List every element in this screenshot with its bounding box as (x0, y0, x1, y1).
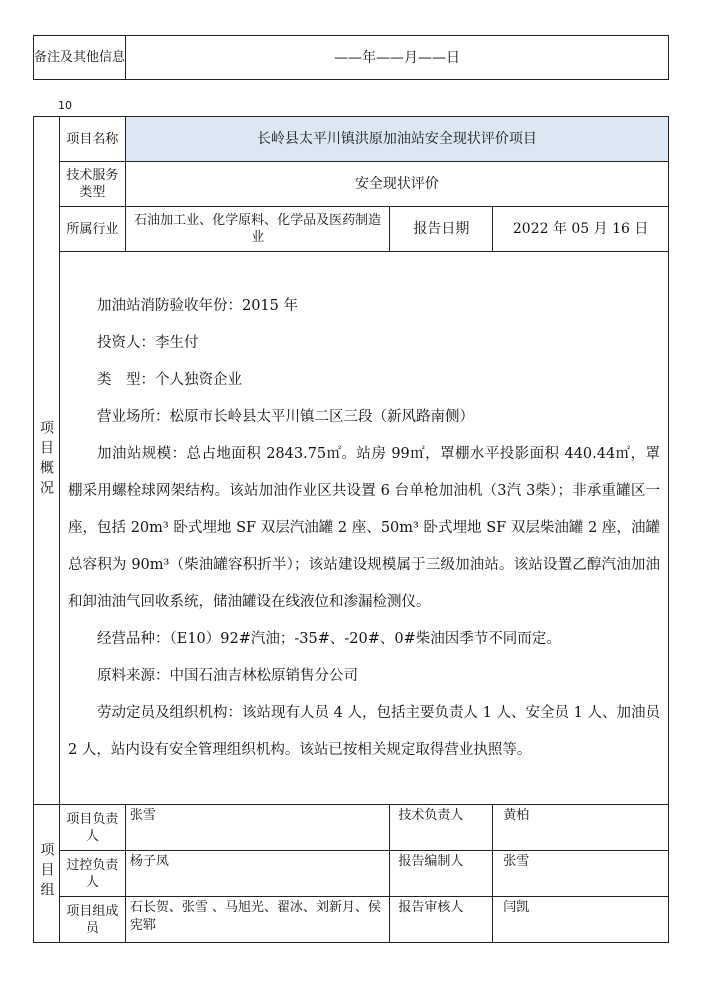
overview-paragraph: 类 型：个人独资企业 (96, 371, 242, 388)
reviewer: 闫凯 (493, 897, 669, 943)
reviewer-label: 报告审核人 (390, 897, 493, 943)
service-type-label: 技术服务类型 (59, 162, 125, 207)
left-blank-cell (34, 117, 60, 805)
service-type: 安全现状评价 (125, 162, 668, 207)
project-info-table (33, 116, 669, 943)
overview-paragraph: 原料来源：中国石油吉林松原销售分公司 (96, 667, 358, 684)
overview-paragraph: 加油站消防验收年份：2015 年 (96, 297, 298, 314)
members: 石长贺、张雪 、马旭光、翟冰、刘新月、侯宪郓 (125, 897, 390, 943)
tech-leader-label: 技术负责人 (390, 805, 493, 851)
overview-paragraph: 加油站规模：总占地面积 2843.75㎡。站房 99㎡，罩棚水平投影面积 440.44㎡，罩棚采用螺栓球网架结构。该站加油作业区共设置 6 台单枪加油机（3汽 3柴）；非承重罐区一座，包括 20m³ 卧式埋地 SF 双层汽油罐 2 座、50m³ 卧式埋地 SF 双层柴油罐 2 座，油罐总容积为 90m³（柴油罐容积折半）；该站建设规模属于三级加油站。该站设置乙醇汽油加油和卸油油气回收系统，储油罐设在线液位和渗漏检测仪。 (67, 445, 660, 610)
page-number: 10 (58, 99, 72, 112)
overview-paragraph: 投资人：李生付 (96, 334, 199, 351)
team-label-cell (34, 805, 60, 943)
overview-content (59, 252, 668, 805)
overview-paragraph: 经营品种：（E10）92#汽油；-35#、-20#、0#柴油因季节不同而定。 (96, 630, 561, 647)
industry: 石油加工业、化学原料、化学品及医药制造业 (125, 207, 390, 252)
process-label: 过控负责人 (59, 851, 125, 897)
report-date-label: 报告日期 (390, 207, 493, 252)
overview-paragraph: 营业场所：松原市长岭县太平川镇二区三段（新风路南侧） (96, 408, 474, 425)
project-name-label: 项目名称 (59, 117, 125, 162)
leader: 张雪 (125, 805, 390, 851)
report-date: 2022 年 05 月 16 日 (493, 207, 669, 252)
members-label: 项目组成员 (59, 897, 125, 943)
industry-label: 所属行业 (59, 207, 125, 252)
project-name: 长岭县太平川镇洪原加油站安全现状评价项目 (125, 117, 668, 162)
author: 张雪 (493, 851, 669, 897)
process: 杨子凤 (125, 851, 390, 897)
team-label: 项目组 (38, 841, 55, 902)
overview-paragraph: 劳动定员及组织机构：该站现有人员 4 人，包括主要负责人 1 人、安全员 1 人、加油员 2 人，站内设有安全管理组织机构。该站已按相关规定取得营业执照等。 (67, 704, 660, 758)
overview-label: 项目概况 (38, 420, 54, 500)
remarks-label: 备注及其他信息 (34, 36, 126, 80)
author-label: 报告编制人 (390, 851, 493, 897)
remarks-table (33, 35, 669, 80)
date-line: ——年——月——日 (126, 36, 669, 80)
leader-label: 项目负责人 (59, 805, 125, 851)
tech-leader: 黄柏 (493, 805, 669, 851)
